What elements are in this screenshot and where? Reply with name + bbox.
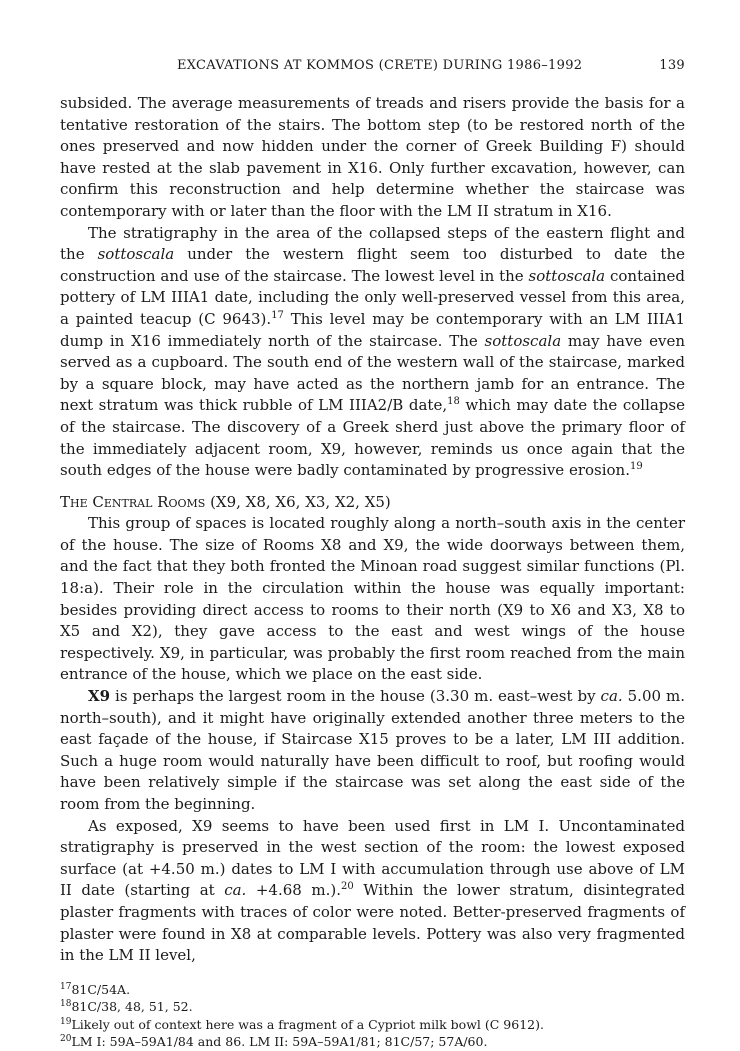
paragraph-3 xyxy=(60,513,685,686)
footnote-number: 19 xyxy=(60,1016,72,1027)
section-heading-smallcaps: The Central Rooms xyxy=(60,492,206,511)
paragraph-4 xyxy=(60,686,685,816)
body-text xyxy=(60,93,685,967)
italic-term: ca. xyxy=(600,687,623,706)
running-head xyxy=(60,58,685,73)
text-run: +4.68 m.). xyxy=(246,881,341,900)
footnote-text: Likely out of context here was a fragment of a Cypriot milk bowl (C 9612). xyxy=(71,1016,544,1032)
footnote-ref: 17 xyxy=(271,309,284,321)
footnotes xyxy=(60,981,685,1051)
text-run: may have even served as a cupboard. The south end of the western wall of the staircase, marked by a square block, may have acted as the northern jamb for an entrance. The next stratum was thick rubble of LM IIIA2/B date, xyxy=(60,331,685,415)
paragraph-2 xyxy=(60,223,685,482)
room-label: X9 xyxy=(88,687,111,706)
text-run: 5.00 m. north–south), and it might have originally extended another three meters to the east façade of the house, if Staircase X15 proves to be a later, LM III addition. Such a huge room would naturally have been difficult to roof, but roofing would have been relatively simple if the staircase was set along the east side of the room from the beginning. xyxy=(60,687,685,813)
text-run: is perhaps the largest room in the house (3.30 m. east–west by xyxy=(110,687,601,706)
footnote-ref: 20 xyxy=(340,881,354,893)
footnote xyxy=(60,981,685,999)
footnote xyxy=(60,1033,685,1051)
running-title: EXCAVATIONS AT KOMMOS (CRETE) DURING 1986–1992 xyxy=(176,58,583,73)
text-run: As exposed, X9 seems to have been used first in LM I. Uncontaminated stratigraphy is preserved in the west section of the room: the lowest exposed surface (at +4.50 m.) dates to LM I with accumulation through use above of LM II date (starting at xyxy=(60,816,685,900)
footnote-ref: 18 xyxy=(447,396,460,408)
page-number: 139 xyxy=(659,58,685,73)
italic-term: ca. xyxy=(224,881,247,900)
footnote-text: 81C/54A. xyxy=(71,981,131,997)
text-run: This group of spaces is located roughly along a north–south axis in the center of the house. The size of Rooms X8 and X9, the wide doorways between them, and the fact that they both fronted the Minoan road suggest similar functions (Pl. 18:a). Their role in the circulation within the house was equally important: besides providing direct access to rooms to their north (X9 to X6 and X3, X8 to X5 and X2), they gave access to the east and west wings of the house respectively. X9, in particular, was probably the first room reached from the main entrance of the house, which we place on the east side. xyxy=(60,514,685,684)
text-run: The stratigraphy in the area of the collapsed steps of the eastern flight and the xyxy=(60,223,685,264)
text-run: under the western flight seem too disturbed to date the construction and use of the staircase. The lowest level in the xyxy=(60,245,685,285)
footnote-number: 20 xyxy=(60,1034,72,1045)
italic-term: sottoscala xyxy=(97,245,175,264)
text-run: Within the lower stratum, disintegrated plaster fragments with traces of color were noted. Better-preserved fragments of plaster were found in X8 at comparable levels. Pottery was also very fragmented in the LM II level, xyxy=(60,881,685,965)
footnote-ref: 19 xyxy=(629,461,643,473)
italic-term: sottoscala xyxy=(528,266,606,285)
footnote-number: 18 xyxy=(60,999,72,1010)
page xyxy=(60,58,685,1051)
paragraph-1 xyxy=(60,93,685,223)
footnote-number: 17 xyxy=(60,981,72,992)
section-heading-rooms: (X9, X8, X6, X3, X2, X5) xyxy=(205,492,391,511)
footnote xyxy=(60,998,685,1016)
section-heading xyxy=(60,492,685,514)
text-run: This level may be contemporary with an LM IIIA1 dump in X16 immediately north of the staircase. The xyxy=(60,309,685,350)
text-run: contained pottery of LM IIIA1 date, including the only well-preserved vessel from this area, a painted teacup (C 9643). xyxy=(60,266,685,328)
italic-term: sottoscala xyxy=(484,331,562,350)
paragraph-5 xyxy=(60,816,685,967)
text-run: subsided. The average measurements of treads and risers provide the basis for a tentative restoration of the stairs. The bottom step (to be restored north of the ones preserved and now hidden under the corner of Greek Building F) should have rested at the slab pavement in X16. Only further excavation, however, can confirm this reconstruction and help determine whether the staircase was contemporary with or later than the floor with the LM II stratum in X16. xyxy=(60,94,685,220)
footnote-text: 81C/38, 48, 51, 52. xyxy=(71,999,193,1015)
footnote-text: LM I: 59A–59A1/84 and 86. LM II: 59A–59A1/81; 81C/57; 57A/60. xyxy=(71,1034,488,1050)
text-run: which may date the collapse of the staircase. The discovery of a Greek sherd just above the primary floor of the immediately adjacent room, X9, however, reminds us once again that the south edges of the house were badly contaminated by progressive erosion. xyxy=(60,396,685,480)
footnote xyxy=(60,1016,685,1034)
